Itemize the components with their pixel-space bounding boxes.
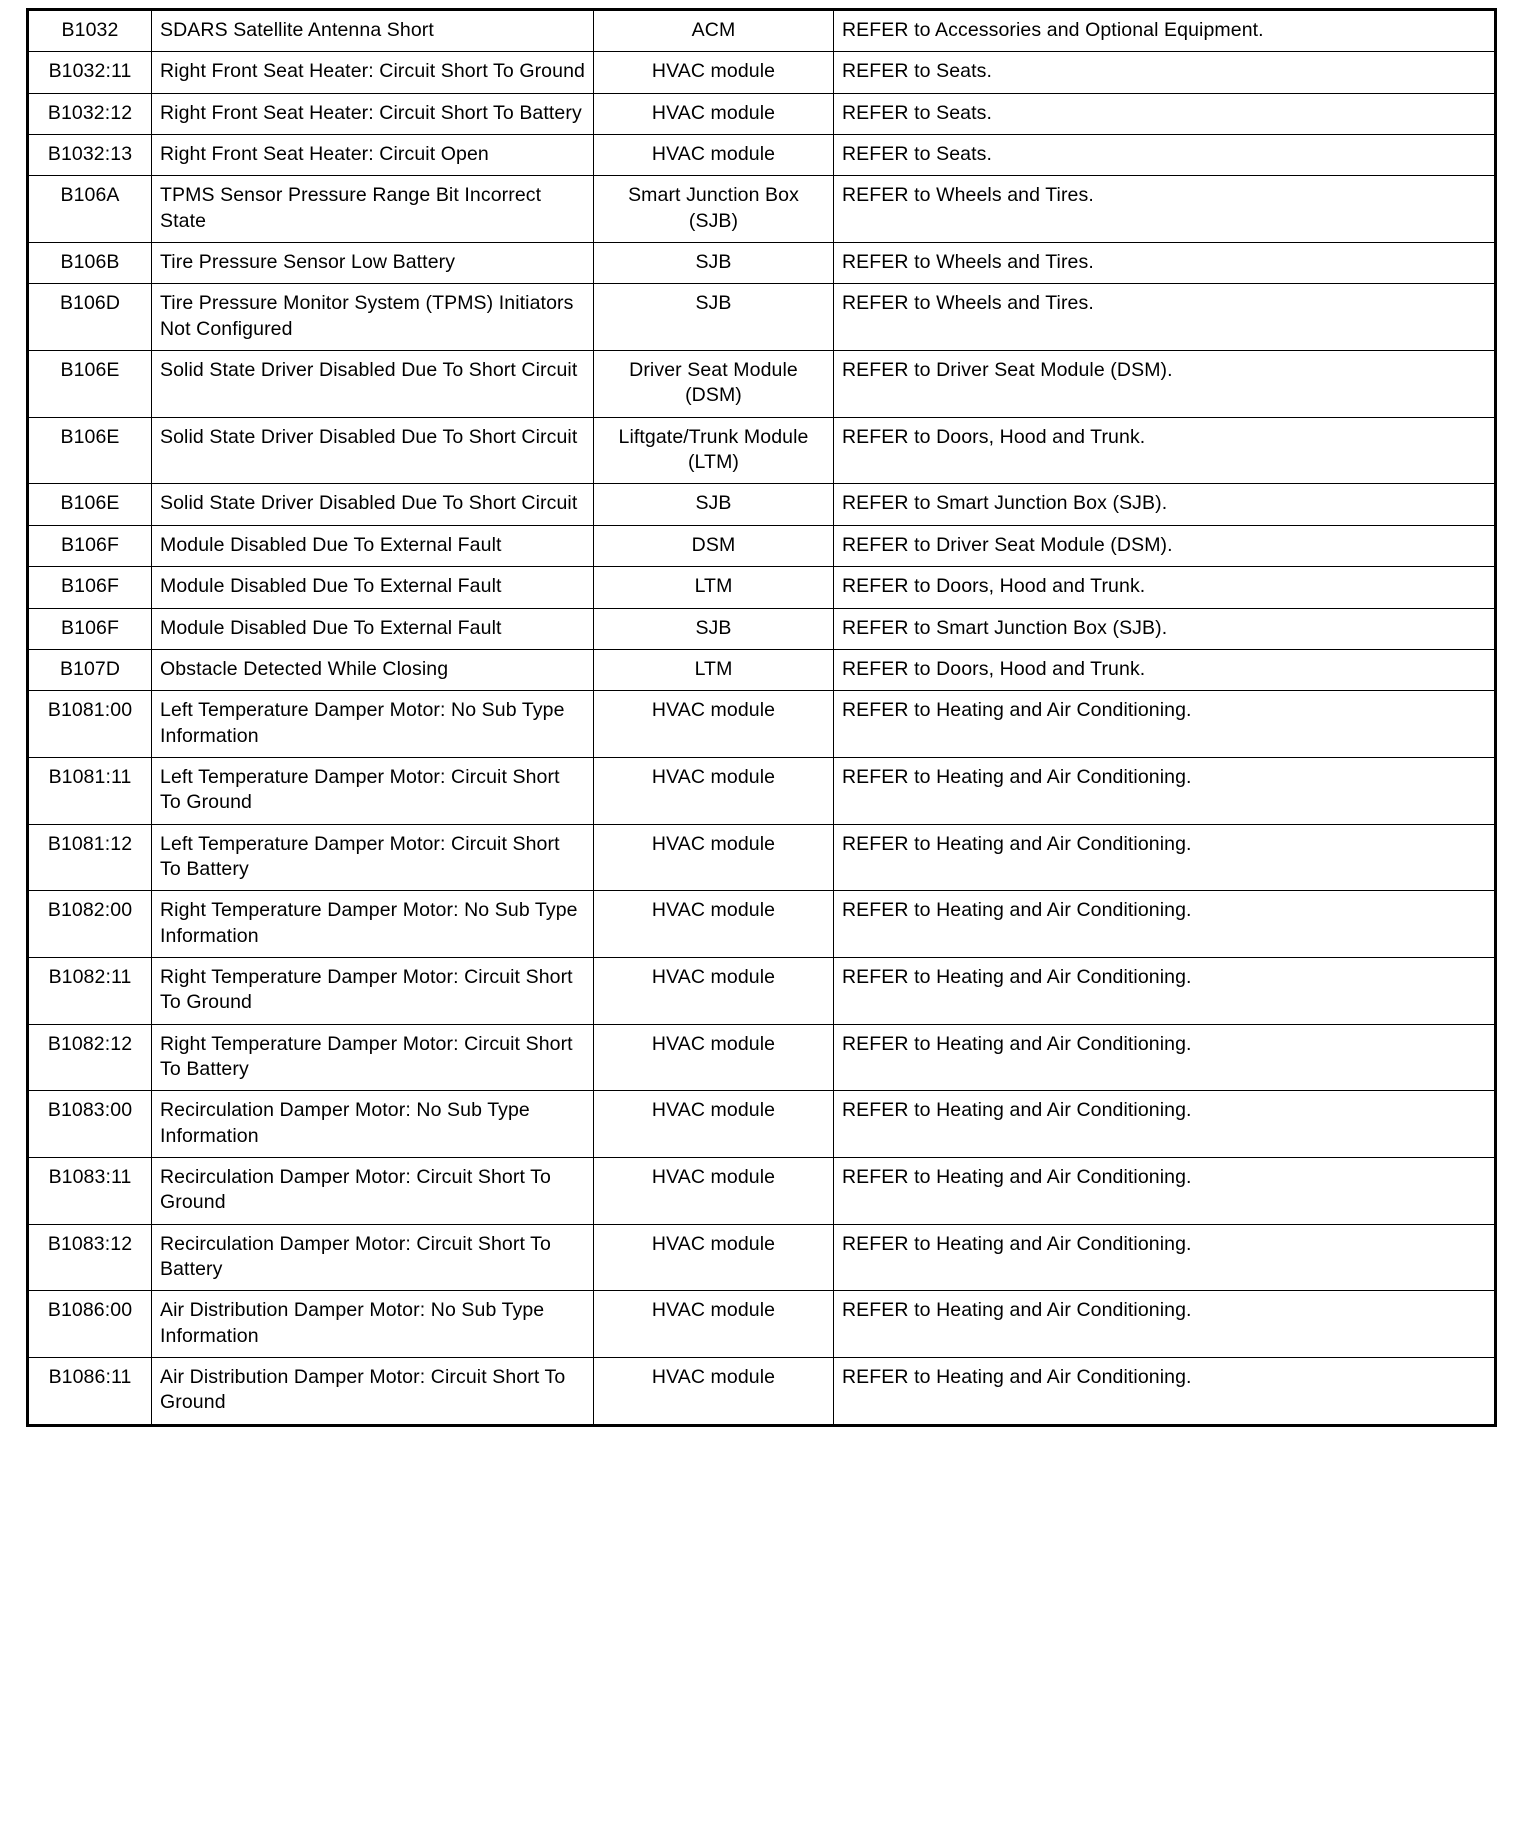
dtc-code-cell: B1082:12 <box>28 1024 152 1091</box>
table-row <box>28 52 1496 93</box>
table-row <box>28 608 1496 649</box>
dtc-module-cell: HVAC module <box>594 891 834 958</box>
dtc-description-cell: Right Front Seat Heater: Circuit Short To Ground <box>152 52 594 93</box>
dtc-module-cell: SJB <box>594 284 834 351</box>
dtc-module-cell: HVAC module <box>594 1158 834 1225</box>
dtc-action-cell: REFER to Wheels and Tires. <box>834 176 1496 243</box>
dtc-description-cell: Tire Pressure Sensor Low Battery <box>152 243 594 284</box>
dtc-module-cell: Smart Junction Box (SJB) <box>594 176 834 243</box>
dtc-code-cell: B1083:00 <box>28 1091 152 1158</box>
dtc-description-cell: Recirculation Damper Motor: Circuit Short To Ground <box>152 1158 594 1225</box>
dtc-action-cell: REFER to Doors, Hood and Trunk. <box>834 417 1496 484</box>
dtc-description-cell: Recirculation Damper Motor: Circuit Short To Battery <box>152 1224 594 1291</box>
table-row <box>28 1358 1496 1426</box>
table-row <box>28 417 1496 484</box>
dtc-action-cell: REFER to Seats. <box>834 52 1496 93</box>
table-row <box>28 135 1496 176</box>
table-row <box>28 649 1496 690</box>
table-row <box>28 1091 1496 1158</box>
table-row <box>28 351 1496 418</box>
table-row <box>28 484 1496 525</box>
dtc-module-cell: HVAC module <box>594 691 834 758</box>
dtc-description-cell: Tire Pressure Monitor System (TPMS) Initiators Not Configured <box>152 284 594 351</box>
dtc-description-cell: Air Distribution Damper Motor: No Sub Type Information <box>152 1291 594 1358</box>
dtc-description-cell: Module Disabled Due To External Fault <box>152 608 594 649</box>
dtc-action-cell: REFER to Heating and Air Conditioning. <box>834 1158 1496 1225</box>
dtc-code-cell: B1032 <box>28 10 152 52</box>
dtc-table <box>26 8 1497 1427</box>
dtc-module-cell: HVAC module <box>594 93 834 134</box>
dtc-module-cell: HVAC module <box>594 1024 834 1091</box>
dtc-description-cell: Right Temperature Damper Motor: Circuit Short To Battery <box>152 1024 594 1091</box>
dtc-code-cell: B1081:00 <box>28 691 152 758</box>
dtc-description-cell: Module Disabled Due To External Fault <box>152 525 594 566</box>
dtc-description-cell: Obstacle Detected While Closing <box>152 649 594 690</box>
dtc-code-cell: B1083:12 <box>28 1224 152 1291</box>
dtc-code-cell: B1082:00 <box>28 891 152 958</box>
dtc-action-cell: REFER to Heating and Air Conditioning. <box>834 1024 1496 1091</box>
dtc-action-cell: REFER to Seats. <box>834 135 1496 176</box>
dtc-module-cell: HVAC module <box>594 1291 834 1358</box>
dtc-action-cell: REFER to Heating and Air Conditioning. <box>834 824 1496 891</box>
dtc-module-cell: HVAC module <box>594 957 834 1024</box>
dtc-module-cell: HVAC module <box>594 824 834 891</box>
dtc-module-cell: HVAC module <box>594 1358 834 1426</box>
dtc-action-cell: REFER to Doors, Hood and Trunk. <box>834 567 1496 608</box>
dtc-action-cell: REFER to Heating and Air Conditioning. <box>834 957 1496 1024</box>
dtc-description-cell: Right Front Seat Heater: Circuit Short To Battery <box>152 93 594 134</box>
dtc-code-cell: B106E <box>28 417 152 484</box>
dtc-description-cell: Solid State Driver Disabled Due To Short Circuit <box>152 351 594 418</box>
dtc-module-cell: HVAC module <box>594 1091 834 1158</box>
dtc-code-cell: B106E <box>28 484 152 525</box>
dtc-code-cell: B106E <box>28 351 152 418</box>
dtc-action-cell: REFER to Wheels and Tires. <box>834 243 1496 284</box>
dtc-description-cell: Air Distribution Damper Motor: Circuit Short To Ground <box>152 1358 594 1426</box>
dtc-description-cell: Right Temperature Damper Motor: No Sub Type Information <box>152 891 594 958</box>
dtc-code-cell: B1082:11 <box>28 957 152 1024</box>
dtc-module-cell: HVAC module <box>594 1224 834 1291</box>
dtc-code-cell: B1086:00 <box>28 1291 152 1358</box>
dtc-code-cell: B106D <box>28 284 152 351</box>
dtc-action-cell: REFER to Heating and Air Conditioning. <box>834 891 1496 958</box>
dtc-code-cell: B106F <box>28 567 152 608</box>
dtc-description-cell: Left Temperature Damper Motor: No Sub Type Information <box>152 691 594 758</box>
dtc-module-cell: Liftgate/Trunk Module (LTM) <box>594 417 834 484</box>
dtc-action-cell: REFER to Accessories and Optional Equipment. <box>834 10 1496 52</box>
table-row <box>28 824 1496 891</box>
dtc-description-cell: Right Temperature Damper Motor: Circuit Short To Ground <box>152 957 594 1024</box>
table-row <box>28 176 1496 243</box>
dtc-table-body <box>28 10 1496 1426</box>
dtc-module-cell: DSM <box>594 525 834 566</box>
table-row <box>28 1224 1496 1291</box>
dtc-action-cell: REFER to Heating and Air Conditioning. <box>834 691 1496 758</box>
dtc-description-cell: SDARS Satellite Antenna Short <box>152 10 594 52</box>
dtc-module-cell: SJB <box>594 608 834 649</box>
dtc-code-cell: B1081:11 <box>28 757 152 824</box>
table-row <box>28 567 1496 608</box>
table-row <box>28 284 1496 351</box>
dtc-code-cell: B1032:13 <box>28 135 152 176</box>
table-row <box>28 1024 1496 1091</box>
dtc-module-cell: Driver Seat Module (DSM) <box>594 351 834 418</box>
dtc-module-cell: HVAC module <box>594 52 834 93</box>
table-row <box>28 93 1496 134</box>
dtc-action-cell: REFER to Wheels and Tires. <box>834 284 1496 351</box>
dtc-description-cell: Module Disabled Due To External Fault <box>152 567 594 608</box>
table-row <box>28 243 1496 284</box>
dtc-code-cell: B106A <box>28 176 152 243</box>
table-row <box>28 957 1496 1024</box>
dtc-description-cell: Solid State Driver Disabled Due To Short Circuit <box>152 417 594 484</box>
dtc-action-cell: REFER to Heating and Air Conditioning. <box>834 1358 1496 1426</box>
dtc-action-cell: REFER to Heating and Air Conditioning. <box>834 757 1496 824</box>
dtc-description-cell: TPMS Sensor Pressure Range Bit Incorrect State <box>152 176 594 243</box>
dtc-code-cell: B106F <box>28 525 152 566</box>
dtc-action-cell: REFER to Smart Junction Box (SJB). <box>834 484 1496 525</box>
dtc-code-cell: B1032:12 <box>28 93 152 134</box>
dtc-action-cell: REFER to Heating and Air Conditioning. <box>834 1091 1496 1158</box>
dtc-action-cell: REFER to Doors, Hood and Trunk. <box>834 649 1496 690</box>
dtc-action-cell: REFER to Driver Seat Module (DSM). <box>834 351 1496 418</box>
dtc-action-cell: REFER to Driver Seat Module (DSM). <box>834 525 1496 566</box>
dtc-description-cell: Recirculation Damper Motor: No Sub Type Information <box>152 1091 594 1158</box>
dtc-code-cell: B1032:11 <box>28 52 152 93</box>
dtc-code-cell: B106B <box>28 243 152 284</box>
dtc-description-cell: Solid State Driver Disabled Due To Short Circuit <box>152 484 594 525</box>
dtc-module-cell: LTM <box>594 649 834 690</box>
dtc-module-cell: LTM <box>594 567 834 608</box>
table-row <box>28 891 1496 958</box>
dtc-action-cell: REFER to Seats. <box>834 93 1496 134</box>
dtc-module-cell: SJB <box>594 243 834 284</box>
dtc-code-cell: B106F <box>28 608 152 649</box>
table-row <box>28 10 1496 52</box>
table-row <box>28 1158 1496 1225</box>
table-row <box>28 525 1496 566</box>
dtc-module-cell: HVAC module <box>594 135 834 176</box>
dtc-action-cell: REFER to Heating and Air Conditioning. <box>834 1291 1496 1358</box>
dtc-code-cell: B1081:12 <box>28 824 152 891</box>
dtc-action-cell: REFER to Heating and Air Conditioning. <box>834 1224 1496 1291</box>
table-row <box>28 757 1496 824</box>
dtc-action-cell: REFER to Smart Junction Box (SJB). <box>834 608 1496 649</box>
dtc-code-cell: B1083:11 <box>28 1158 152 1225</box>
dtc-module-cell: HVAC module <box>594 757 834 824</box>
dtc-description-cell: Left Temperature Damper Motor: Circuit Short To Battery <box>152 824 594 891</box>
dtc-code-cell: B107D <box>28 649 152 690</box>
dtc-description-cell: Right Front Seat Heater: Circuit Open <box>152 135 594 176</box>
dtc-code-cell: B1086:11 <box>28 1358 152 1426</box>
table-row <box>28 691 1496 758</box>
dtc-description-cell: Left Temperature Damper Motor: Circuit Short To Ground <box>152 757 594 824</box>
table-row <box>28 1291 1496 1358</box>
dtc-module-cell: ACM <box>594 10 834 52</box>
dtc-module-cell: SJB <box>594 484 834 525</box>
